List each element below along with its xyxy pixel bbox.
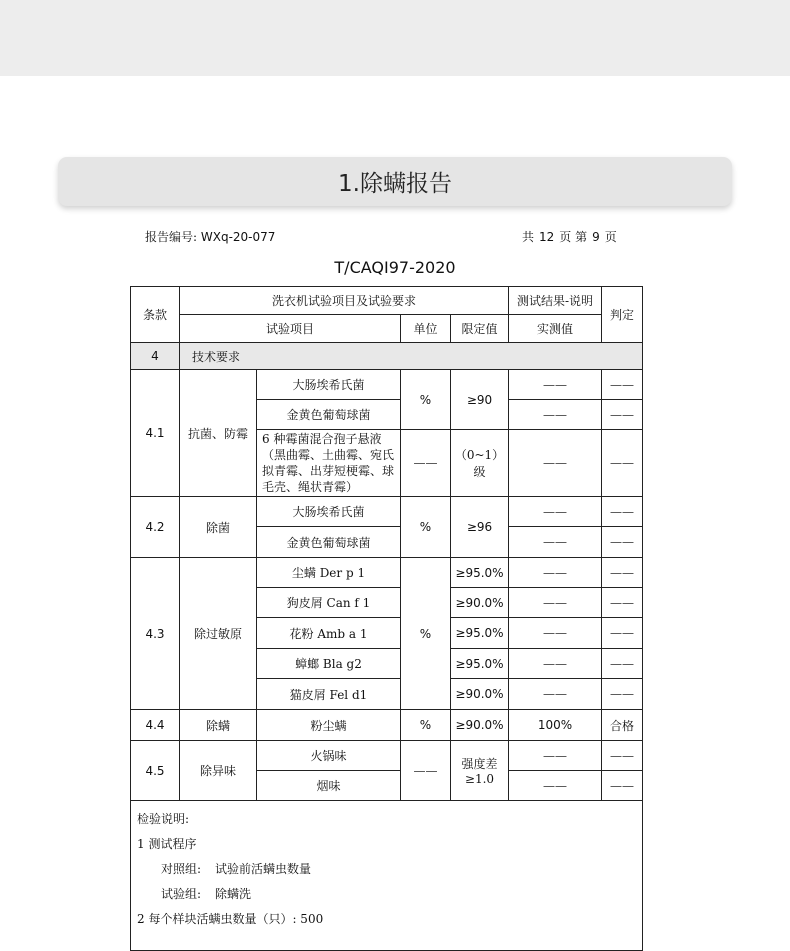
total-pages: 12 <box>539 230 555 244</box>
header-group: 洗衣机试验项目及试验要求 <box>180 287 509 315</box>
notes-test-group <box>137 882 636 907</box>
notes-control-group <box>137 857 636 882</box>
limit-4-3-e: ≥90.0% <box>451 679 509 710</box>
notes-step-2: 2 每个样块活螨虫数量（只）: 500 <box>137 912 324 926</box>
section-title: 1.除螨报告 <box>338 171 452 197</box>
item-4-3-d: 蟑螂 Bla g2 <box>257 649 401 679</box>
name-4-1: 抗菌、防霉 <box>180 370 257 497</box>
table-row <box>131 558 643 588</box>
unit-4-1: % <box>401 370 451 430</box>
header-row-2 <box>131 315 643 343</box>
section-clause: 4 <box>131 343 180 370</box>
item-4-1-a: 大肠埃希氏菌 <box>257 370 401 400</box>
unit-4-2: % <box>401 497 451 558</box>
measured-cell: —— <box>509 527 602 558</box>
test-label: 试验组: <box>161 887 202 901</box>
limit-4-4: ≥90.0% <box>451 710 509 741</box>
item-4-5-b: 烟味 <box>257 771 401 801</box>
limit-4-1-c-range: （0~1） <box>454 448 505 462</box>
item-4-3-c: 花粉 Amb a 1 <box>257 618 401 649</box>
notes-row <box>131 801 643 951</box>
measured-cell: —— <box>509 430 602 497</box>
table-row <box>131 497 643 527</box>
item-4-2-a: 大肠埃希氏菌 <box>257 497 401 527</box>
notes-step-1: 1 测试程序 <box>137 837 197 851</box>
header-item: 试验项目 <box>180 315 401 343</box>
section-title-cell: 技术要求 <box>180 343 643 370</box>
name-4-2: 除菌 <box>180 497 257 558</box>
header-test-result: 测试结果-说明 <box>509 287 602 315</box>
measured-cell: —— <box>509 741 602 771</box>
measured-4-4: 100% <box>509 710 602 741</box>
limit-4-1-c-unit: 级 <box>473 465 486 479</box>
judge-cell: —— <box>602 400 643 430</box>
page-unit-2: 页 <box>604 230 617 244</box>
unit-cell: —— <box>401 430 451 497</box>
item-4-2-b: 金黄色葡萄球菌 <box>257 527 401 558</box>
name-4-5: 除异味 <box>180 741 257 801</box>
control-label: 对照组: <box>161 862 202 876</box>
measured-cell: —— <box>509 370 602 400</box>
judge-cell: —— <box>602 588 643 618</box>
notes-title: 检验说明: <box>137 812 190 826</box>
unit-cell: —— <box>401 741 451 801</box>
header-measured: 实测值 <box>509 315 602 343</box>
table-row <box>131 370 643 400</box>
limit-4-3-d: ≥95.0% <box>451 649 509 679</box>
header-row-1 <box>131 287 643 315</box>
inspection-notes <box>131 801 643 951</box>
judge-cell: —— <box>602 618 643 649</box>
item-4-3-b: 狗皮屑 Can f 1 <box>257 588 401 618</box>
judge-cell: —— <box>602 679 643 710</box>
limit-4-3-c: ≥95.0% <box>451 618 509 649</box>
measured-cell: —— <box>509 679 602 710</box>
clause-4-3: 4.3 <box>131 558 180 710</box>
judge-cell: —— <box>602 430 643 497</box>
item-4-5-a: 火锅味 <box>257 741 401 771</box>
clause-4-2: 4.2 <box>131 497 180 558</box>
judge-cell: —— <box>602 527 643 558</box>
page-indicator <box>522 228 617 245</box>
measured-cell: —— <box>509 588 602 618</box>
item-4-4: 粉尘螨 <box>257 710 401 741</box>
item-4-3-e: 猫皮屑 Fel d1 <box>257 679 401 710</box>
measured-cell: —— <box>509 497 602 527</box>
page-unit: 页 <box>559 230 572 244</box>
table-row <box>131 741 643 771</box>
test-value: 除螨洗 <box>215 887 252 901</box>
unit-4-3: % <box>401 558 451 710</box>
limit-4-5-value: ≥1.0 <box>464 772 495 786</box>
limit-4-5 <box>451 741 509 801</box>
current-page: 9 <box>592 230 600 244</box>
measured-cell: —— <box>509 649 602 679</box>
clause-4-4: 4.4 <box>131 710 180 741</box>
judge-4-4: 合格 <box>602 710 643 741</box>
header-limit: 限定值 <box>451 315 509 343</box>
unit-4-4: % <box>401 710 451 741</box>
header-judge: 判定 <box>602 287 643 343</box>
header-unit: 单位 <box>401 315 451 343</box>
item-4-3-a: 尘螨 Der p 1 <box>257 558 401 588</box>
report-number <box>145 228 275 245</box>
report-table <box>130 286 643 951</box>
item-4-1-c: 6 种霉菌混合孢子悬液（黑曲霉、土曲霉、宛氏拟青霉、出芽短梗霉、球毛壳、绳状青霉） <box>257 430 401 497</box>
judge-cell: —— <box>602 649 643 679</box>
header-clause: 条款 <box>131 287 180 343</box>
judge-cell: —— <box>602 558 643 588</box>
limit-4-1: ≥90 <box>451 370 509 430</box>
clause-4-1: 4.1 <box>131 370 180 497</box>
section-row <box>131 343 643 370</box>
judge-cell: —— <box>602 370 643 400</box>
section-header <box>58 157 732 206</box>
limit-4-3-a: ≥95.0% <box>451 558 509 588</box>
judge-cell: —— <box>602 741 643 771</box>
control-value: 试验前活螨虫数量 <box>215 862 312 876</box>
top-banner-band <box>0 0 790 76</box>
measured-cell: —— <box>509 558 602 588</box>
limit-4-5-label: 强度差 <box>461 757 498 771</box>
judge-cell: —— <box>602 771 643 801</box>
limit-4-2: ≥96 <box>451 497 509 558</box>
report-number-label: 报告编号: <box>145 230 198 244</box>
item-4-1-b: 金黄色葡萄球菌 <box>257 400 401 430</box>
measured-cell: —— <box>509 618 602 649</box>
total-label: 共 <box>522 230 535 244</box>
name-4-4: 除螨 <box>180 710 257 741</box>
report-number-value: WXq-20-077 <box>200 230 276 244</box>
measured-cell: —— <box>509 771 602 801</box>
judge-cell: —— <box>602 497 643 527</box>
limit-4-1-c <box>451 430 509 497</box>
table-row <box>131 710 643 741</box>
clause-4-5: 4.5 <box>131 741 180 801</box>
current-label: 第 <box>575 230 588 244</box>
standard-code: T/CAQI97-2020 <box>334 258 456 277</box>
name-4-3: 除过敏原 <box>180 558 257 710</box>
measured-cell: —— <box>509 400 602 430</box>
limit-4-3-b: ≥90.0% <box>451 588 509 618</box>
